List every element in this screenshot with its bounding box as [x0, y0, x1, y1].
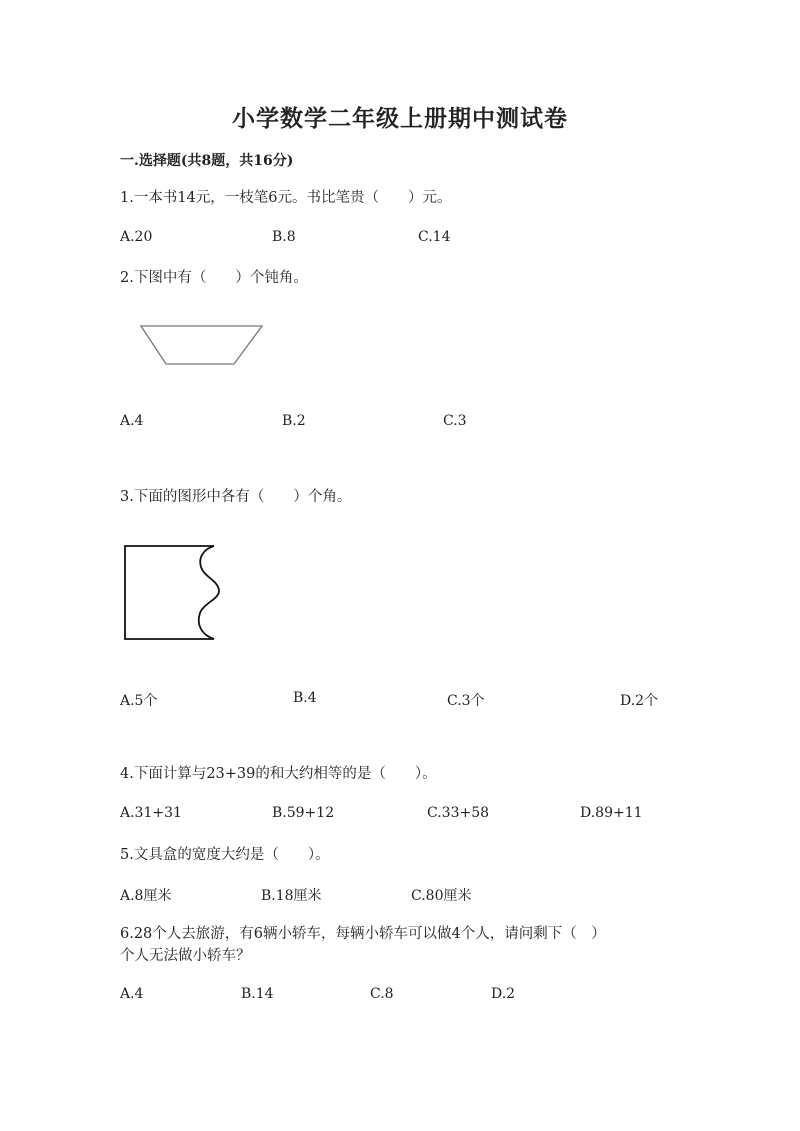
question-2-option-b: B.2 [282, 413, 306, 429]
trapezoid-figure [138, 322, 268, 372]
question-3-option-d: D.2个 [620, 693, 659, 709]
question-5-option-a: A.8厘米 [120, 888, 172, 904]
question-2-option-a: A.4 [120, 413, 144, 429]
question-4-option-b: B.59+12 [272, 805, 335, 821]
question-3-option-c: C.3个 [447, 693, 485, 709]
question-4-option-d: D.89+11 [580, 805, 643, 821]
question-4-option-c: C.33+58 [427, 805, 490, 821]
question-6-option-c: C.8 [370, 986, 394, 1002]
question-1-option-b: B.8 [272, 229, 296, 245]
question-1-option-c: C.14 [418, 229, 451, 245]
page-title: 小学数学二年级上册期中测试卷 [232, 105, 568, 132]
question-1-option-a: A.20 [120, 229, 153, 245]
question-3-option-b: B.4 [293, 690, 317, 706]
question-6-text-line-1: 6.28个人去旅游，有6辆小轿车，每辆小轿车可以做4个人，请问剩下（ ） [120, 926, 606, 942]
question-6-option-a: A.4 [120, 986, 144, 1002]
question-6-option-d: D.2 [491, 986, 516, 1002]
question-5-text: 5.文具盒的宽度大约是（ ）。 [120, 847, 330, 863]
question-1-text: 1.一本书14元，一枝笔6元。书比笔贵（ ）元。 [120, 190, 452, 206]
question-5-option-b: B.18厘米 [261, 888, 322, 904]
section-heading: 一.选择题(共8题，共16分) [120, 153, 294, 169]
wavy-edge-figure [122, 543, 232, 653]
question-4-option-a: A.31+31 [120, 805, 182, 821]
question-6-text-line-2: 个人无法做小轿车？ [120, 948, 251, 964]
question-5-option-c: C.80厘米 [411, 888, 472, 904]
question-2-text: 2.下图中有（ ）个钝角。 [120, 270, 308, 286]
question-6-option-b: B.14 [241, 986, 274, 1002]
question-4-text: 4.下面计算与23+39的和大约相等的是（ ）。 [120, 766, 437, 782]
question-2-option-c: C.3 [443, 413, 467, 429]
question-3-option-a: A.5个 [120, 693, 158, 709]
question-3-text: 3.下面的图形中各有（ ）个角。 [120, 489, 352, 505]
